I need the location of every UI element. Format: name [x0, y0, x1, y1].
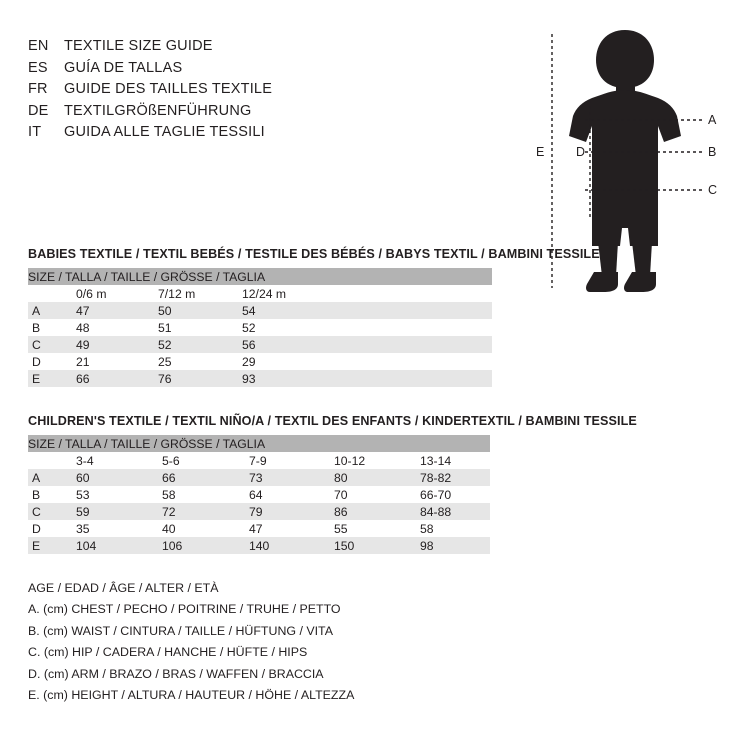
babies-col-0-6m: 0/6 m [76, 285, 158, 302]
babies-col-12-24m: 12/24 m [242, 285, 492, 302]
babies-row-e-v2: 93 [242, 370, 492, 387]
babies-row-c-v1: 52 [158, 336, 242, 353]
children-row-e-v0: 104 [76, 537, 162, 554]
table-row [28, 336, 492, 353]
babies-row-a-label: A [28, 302, 76, 319]
children-row-c-v2: 79 [249, 503, 334, 520]
legend [28, 578, 354, 706]
children-row-d-v4: 58 [420, 520, 490, 537]
children-size-table [28, 435, 490, 554]
babies-row-b-v0: 48 [76, 319, 158, 336]
babies-row-c-label: C [28, 336, 76, 353]
babies-row-b-v1: 51 [158, 319, 242, 336]
children-row-c-v3: 86 [334, 503, 420, 520]
children-row-b-v3: 70 [334, 486, 420, 503]
babies-row-b-v2: 52 [242, 319, 492, 336]
children-row-a-v1: 66 [162, 469, 249, 486]
title-row-de [28, 101, 358, 123]
title-text-fr: GUIDE DES TAILLES TEXTILE [64, 81, 273, 97]
babies-size-table [28, 268, 492, 387]
table-row [28, 486, 490, 503]
children-row-b-v1: 58 [162, 486, 249, 503]
babies-row-d-v2: 29 [242, 353, 492, 370]
children-row-d-v2: 47 [249, 520, 334, 537]
children-col-blank [28, 452, 76, 469]
figure-label-d: D [576, 145, 586, 159]
children-section [28, 414, 718, 554]
babies-header-label: SIZE / TALLA / TAILLE / GRÖSSE / TAGLIA [28, 268, 492, 285]
legend-line-age: AGE / EDAD / ÂGE / ALTER / ETÀ [28, 581, 219, 595]
babies-row-a-v0: 47 [76, 302, 158, 319]
children-row-a-v3: 80 [334, 469, 420, 486]
babies-row-c-v2: 56 [242, 336, 492, 353]
children-row-c-v1: 72 [162, 503, 249, 520]
title-row-it [28, 122, 358, 144]
children-row-d-v3: 55 [334, 520, 420, 537]
babies-row-c-v0: 49 [76, 336, 158, 353]
table-row [28, 469, 490, 486]
children-col-13-14: 13-14 [420, 452, 490, 469]
title-lang-fr: FR [28, 81, 48, 97]
children-row-b-v4: 66-70 [420, 486, 490, 503]
babies-header-band [28, 268, 492, 285]
children-row-e-label: E [28, 537, 76, 554]
children-header-band [28, 435, 490, 452]
title-text-es: GUÍA DE TALLAS [64, 59, 183, 76]
title-row-fr [28, 79, 358, 101]
babies-row-a-v1: 50 [158, 302, 242, 319]
babies-section [28, 247, 718, 387]
babies-row-e-label: E [28, 370, 76, 387]
children-row-d-v0: 35 [76, 520, 162, 537]
children-section-title: CHILDREN'S TEXTILE / TEXTIL NIÑO/A / TEXTIL DES ENFANTS / KINDERTEXTIL / BAMBINI TESSILE [28, 414, 637, 428]
babies-row-d-v0: 21 [76, 353, 158, 370]
children-column-headers [28, 452, 490, 469]
title-lang-it: IT [28, 124, 42, 140]
table-row [28, 503, 490, 520]
legend-line-e: E. (cm) HEIGHT / ALTURA / HAUTEUR / HÖHE / ALTEZZA [28, 688, 355, 703]
children-row-e-v2: 140 [249, 537, 334, 554]
legend-line-c: C. (cm) HIP / CADERA / HANCHE / HÜFTE / HIPS [28, 645, 308, 660]
children-row-b-v0: 53 [76, 486, 162, 503]
title-lang-en: EN [28, 38, 49, 54]
children-row-d-v1: 40 [162, 520, 249, 537]
legend-line-a: A. (cm) CHEST / PECHO / POITRINE / TRUHE / PETTO [28, 602, 341, 617]
children-col-7-9: 7-9 [249, 452, 334, 469]
children-row-a-label: A [28, 469, 76, 486]
title-lang-es: ES [28, 59, 48, 76]
figure-label-c: C [708, 183, 718, 197]
table-row [28, 353, 492, 370]
figure-label-b: B [708, 145, 717, 159]
babies-row-a-v2: 54 [242, 302, 492, 319]
title-lang-de: DE [28, 102, 49, 119]
children-col-5-6: 5-6 [162, 452, 249, 469]
children-row-b-label: B [28, 486, 76, 503]
babies-row-e-v0: 66 [76, 370, 158, 387]
figure-label-a: A [708, 113, 717, 127]
title-text-de: TEXTILGRÖßENFÜHRUNG [64, 102, 252, 119]
children-row-a-v2: 73 [249, 469, 334, 486]
babies-column-headers [28, 285, 492, 302]
children-row-e-v1: 106 [162, 537, 249, 554]
children-row-c-label: C [28, 503, 76, 520]
legend-line-d: D. (cm) ARM / BRAZO / BRAS / WAFFEN / BRACCIA [28, 666, 324, 681]
title-row-es [28, 58, 358, 80]
children-row-c-v4: 84-88 [420, 503, 490, 520]
children-row-a-v0: 60 [76, 469, 162, 486]
children-row-a-v4: 78-82 [420, 469, 490, 486]
table-row [28, 537, 490, 554]
children-header-label: SIZE / TALLA / TAILLE / GRÖSSE / TAGLIA [28, 435, 490, 452]
babies-row-b-label: B [28, 319, 76, 336]
babies-col-7-12m: 7/12 m [158, 285, 242, 302]
children-row-e-v3: 150 [334, 537, 420, 554]
table-row [28, 370, 492, 387]
children-col-10-12: 10-12 [334, 452, 420, 469]
children-row-b-v2: 64 [249, 486, 334, 503]
children-row-c-v0: 59 [76, 503, 162, 520]
babies-section-title: BABIES TEXTILE / TEXTIL BEBÉS / TESTILE DES BÉBÉS / BABYS TEXTIL / BAMBINI TESSILE [28, 247, 600, 261]
title-row-en [28, 36, 358, 58]
figure-label-e: E [536, 145, 545, 159]
title-text-en: TEXTILE SIZE GUIDE [64, 38, 213, 54]
table-row [28, 319, 492, 336]
table-row [28, 302, 492, 319]
children-row-e-v4: 98 [420, 537, 490, 554]
legend-line-b: B. (cm) WAIST / CINTURA / TAILLE / HÜFTUNG / VITA [28, 623, 333, 638]
children-col-3-4: 3-4 [76, 452, 162, 469]
children-row-d-label: D [28, 520, 76, 537]
babies-col-blank [28, 285, 76, 302]
title-block [28, 36, 358, 144]
table-row [28, 520, 490, 537]
babies-row-d-v1: 25 [158, 353, 242, 370]
title-text-it: GUIDA ALLE TAGLIE TESSILI [64, 124, 265, 140]
babies-row-d-label: D [28, 353, 76, 370]
babies-row-e-v1: 76 [158, 370, 242, 387]
